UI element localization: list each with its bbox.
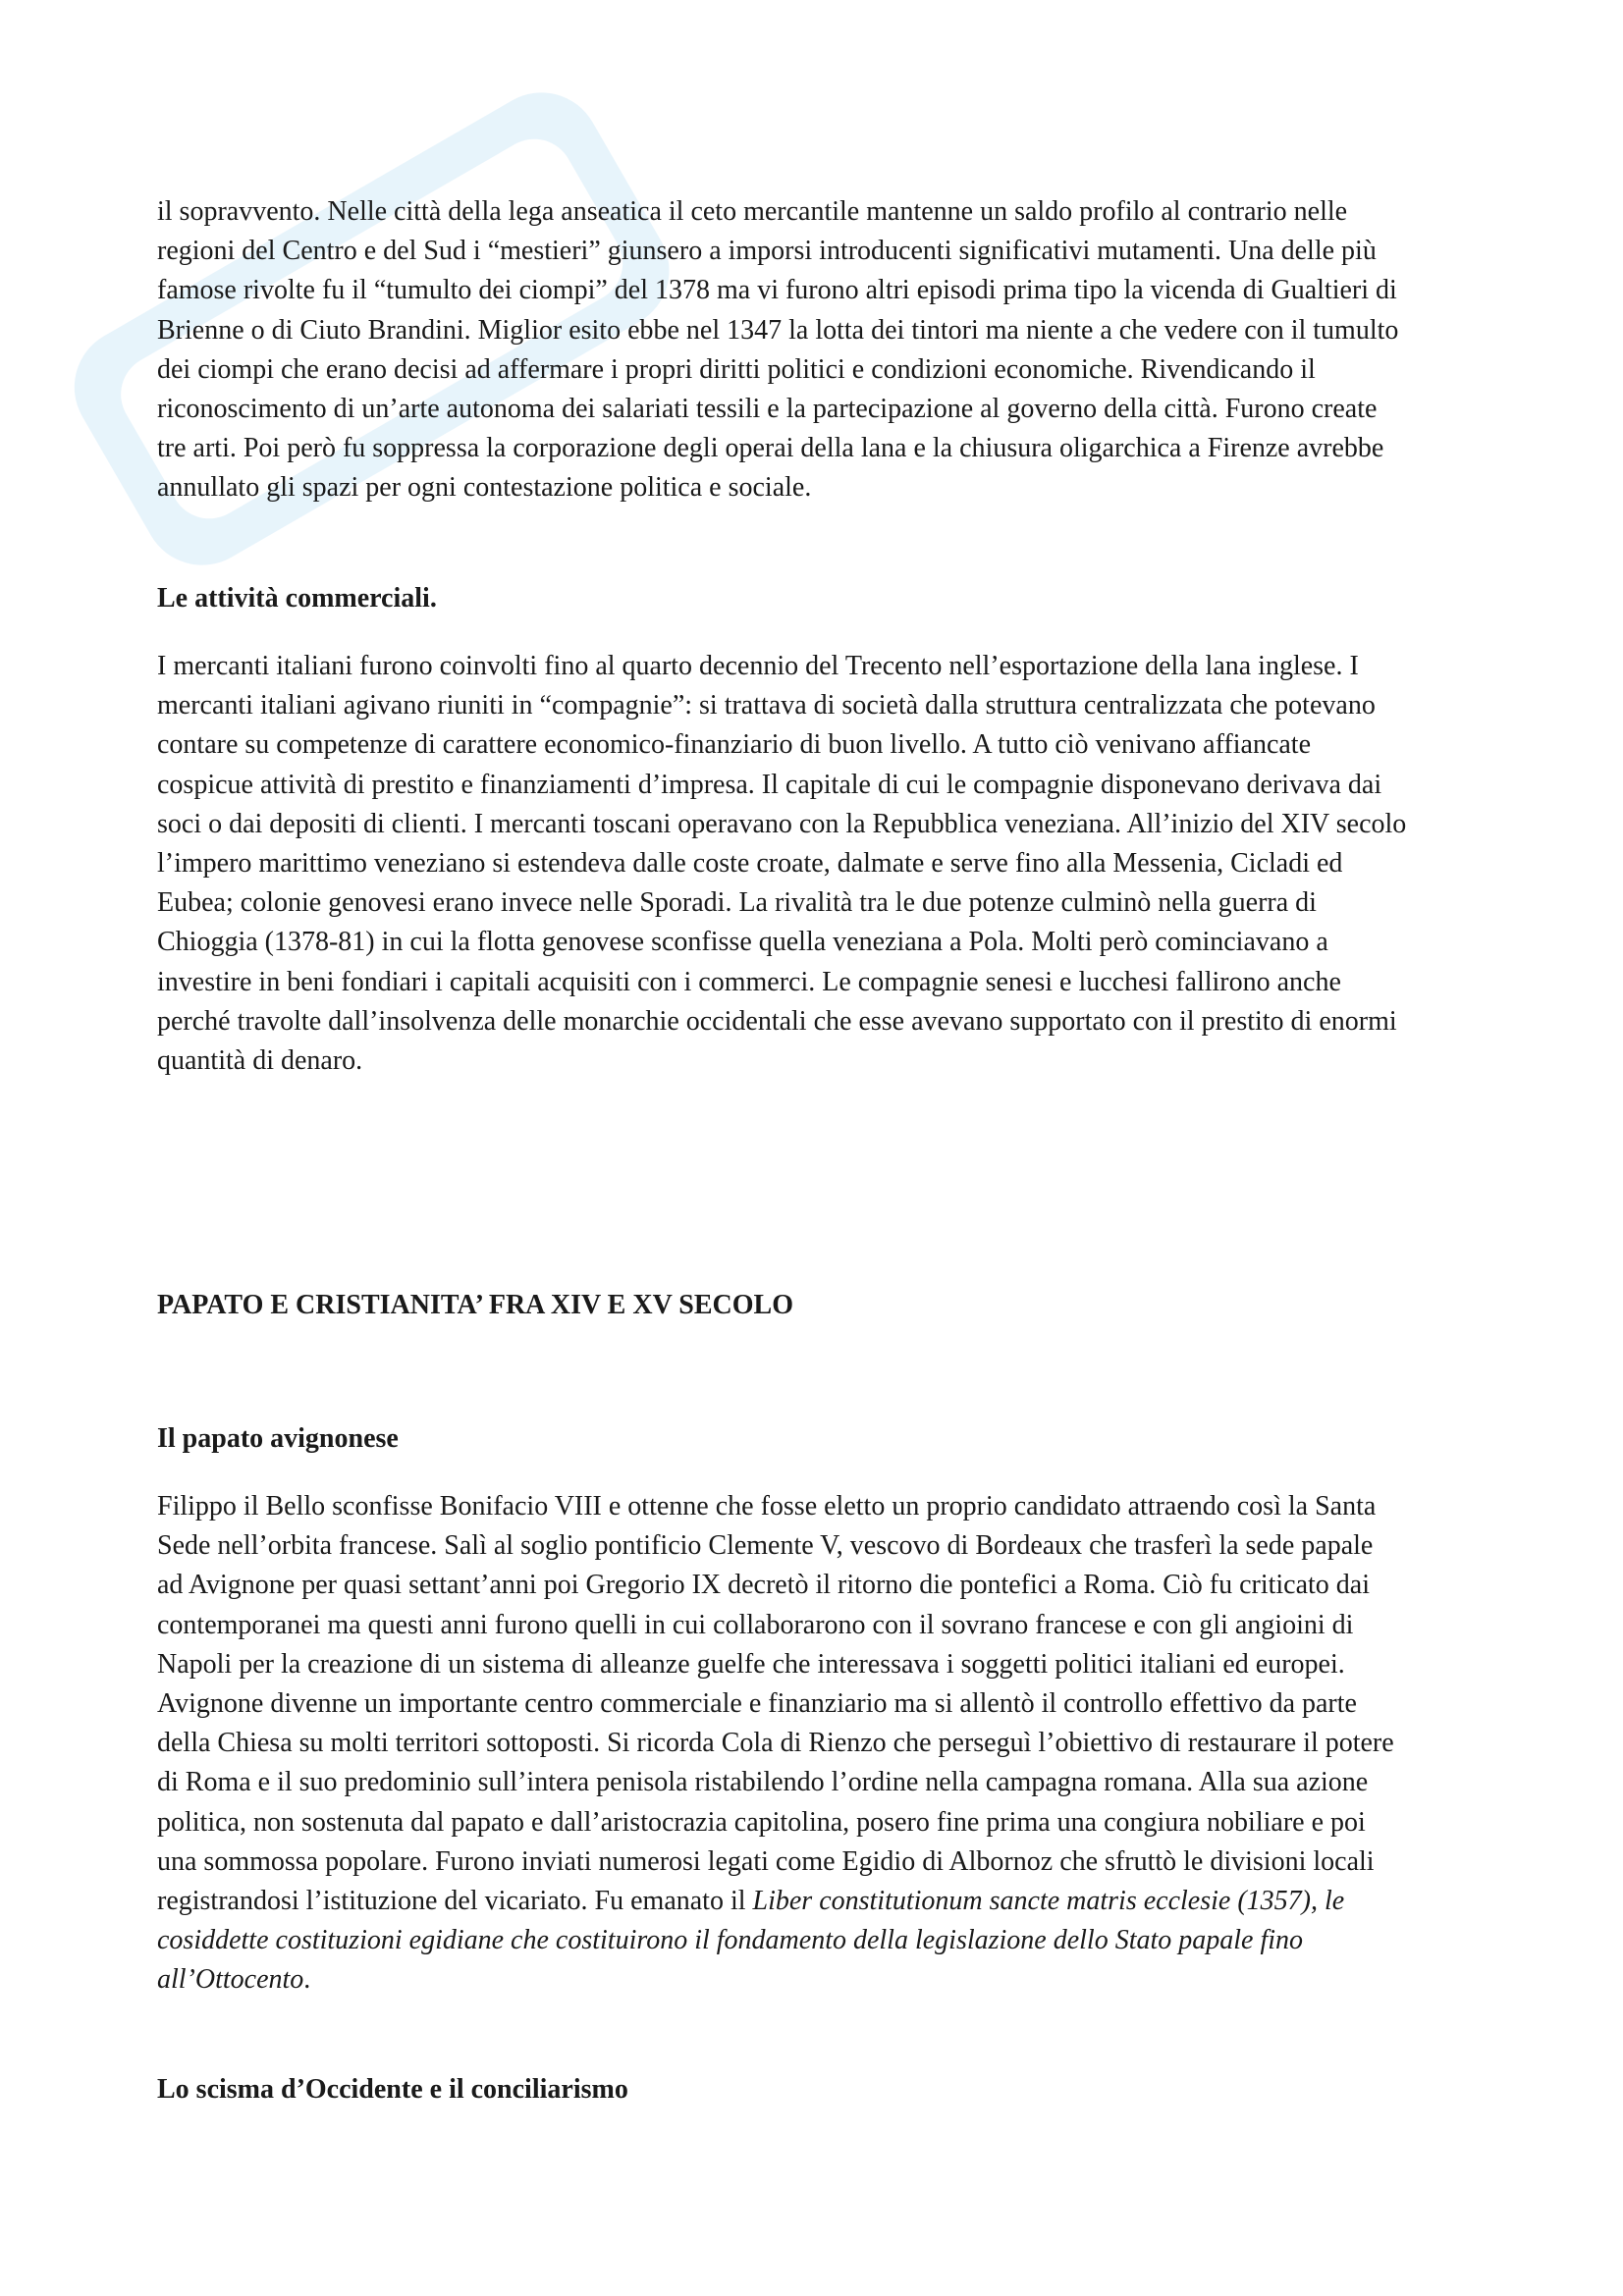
- paragraph-avignon-text: Filippo il Bello sconfisse Bonifacio VIII e ottenne che fosse eletto un proprio candidato attraendo così la Santa Sede nell’orbita francese. Salì al soglio pontificio Clemente V, vescovo di Bordeaux che trasferì la sede papale ad Avignone per quasi settant’anni poi Gregorio IX decretò il ritorno die pontefici a Roma. Ciò fu criticato dai contemporanei ma questi anni furono quelli in cui collaborarono con il sovrano francese e con gli angioini di Napoli per la creazione di un sistema di alleanze guelfe che interessava i soggetti politici italiani ed europei. Avignone divenne un importante centro commerciale e finanziario ma si allentò il controllo effettivo da parte della Chiesa su molti territori sottoposti. Si ricorda Cola di Rienzo che perseguì l’obiettivo di restaurare il potere di Roma e il suo predominio sull’intera penisola ristabilendo l’ordine nella campagna romana. Alla sua azione politica, non sostenuta dal papato e dall’aristocrazia capitolina, posero fine prima una congiura nobiliare e poi una sommossa popolare. Furono inviati numerosi legati come Egidio di Albornoz che sfruttò le divisioni locali registrandosi l’istituzione del vicariato. Fu emanato il: [157, 1491, 1394, 1917]
- paragraph-avignon: [157, 1487, 1404, 2001]
- chapter-title: PAPATO E CRISTIANITA’ FRA XIV E XV SECOLO: [157, 1290, 793, 1320]
- section-heading-schism: Lo scisma d’Occidente e il conciliarismo: [157, 2074, 628, 2105]
- paragraph-ciompi: il sopravvento. Nelle città della lega anseatica il ceto mercantile mantenne un saldo profilo al contrario nelle regioni del Centro e del Sud i “mestieri” giunsero a imporsi introducenti significativi mutamenti. Una delle più famose rivolte fu il “tumulto dei ciompi” del 1378 ma vi furono altri episodi prima tipo la vicenda di Gualtieri di Brienne o di Ciuto Brandini. Miglior esito ebbe nel 1347 la lotta dei tintori ma niente a che vedere con il tumulto dei ciompi che erano decisi ad affermare i propri diritti politici e condizioni economiche. Rivendicando il riconoscimento di un’arte autonoma dei salariati tessili e la partecipazione al governo della città. Furono create tre arti. Poi però fu soppressa la corporazione degli operai della lana e la chiusura oligarchica a Firenze avrebbe annullato gli spazi per ogni contestazione politica e sociale.: [157, 196, 1399, 504]
- paragraph-avignon-end: .: [303, 1964, 311, 1996]
- section-heading-commercial: Le attività commerciali.: [157, 583, 437, 614]
- paragraph-commercial: I mercanti italiani furono coinvolti fino al quarto decennio del Trecento nell’esportazione della lana inglese. I mercanti italiani agivano riuniti in “compagnie”: si trattava di società dalla struttura centralizzata che potevano contare su competenze di carattere economico-finanziario di buon livello. A tutto ciò venivano affiancate cospicue attività di prestito e finanziamenti d’impresa. Il capitale di cui le compagnie disponevano derivava dai soci o dai depositi di clienti. I mercanti toscani operavano con la Repubblica veneziana. All’inizio del XIV secolo l’impero marittimo veneziano si estendeva dalle coste croate, dalmate e serve fino alla Messenia, Cicladi ed Eubea; colonie genovesi erano invece nelle Sporadi. La rivalità tra le due potenze culminò nella guerra di Chioggia (1378-81) in cui la flotta genovese sconfisse quella veneziana a Pola. Molti però cominciavano a investire in beni fondiari i capitali acquisiti con i commerci. Le compagnie senesi e lucchesi fallirono anche perché travolte dall’insolvenza delle monarchie occidentali che esse avevano supportato con il prestito di enormi quantità di denaro.: [157, 651, 1407, 1077]
- section-heading-avignon: Il papato avignonese: [157, 1423, 399, 1454]
- paragraph-avignon-italic: Liber constitutionum sancte matris ecclesie (1357), le cosiddette costituzioni egidiane che costituirono il fondamento della legislazione dello Stato papale fino all’Ottocento: [157, 1886, 1345, 1996]
